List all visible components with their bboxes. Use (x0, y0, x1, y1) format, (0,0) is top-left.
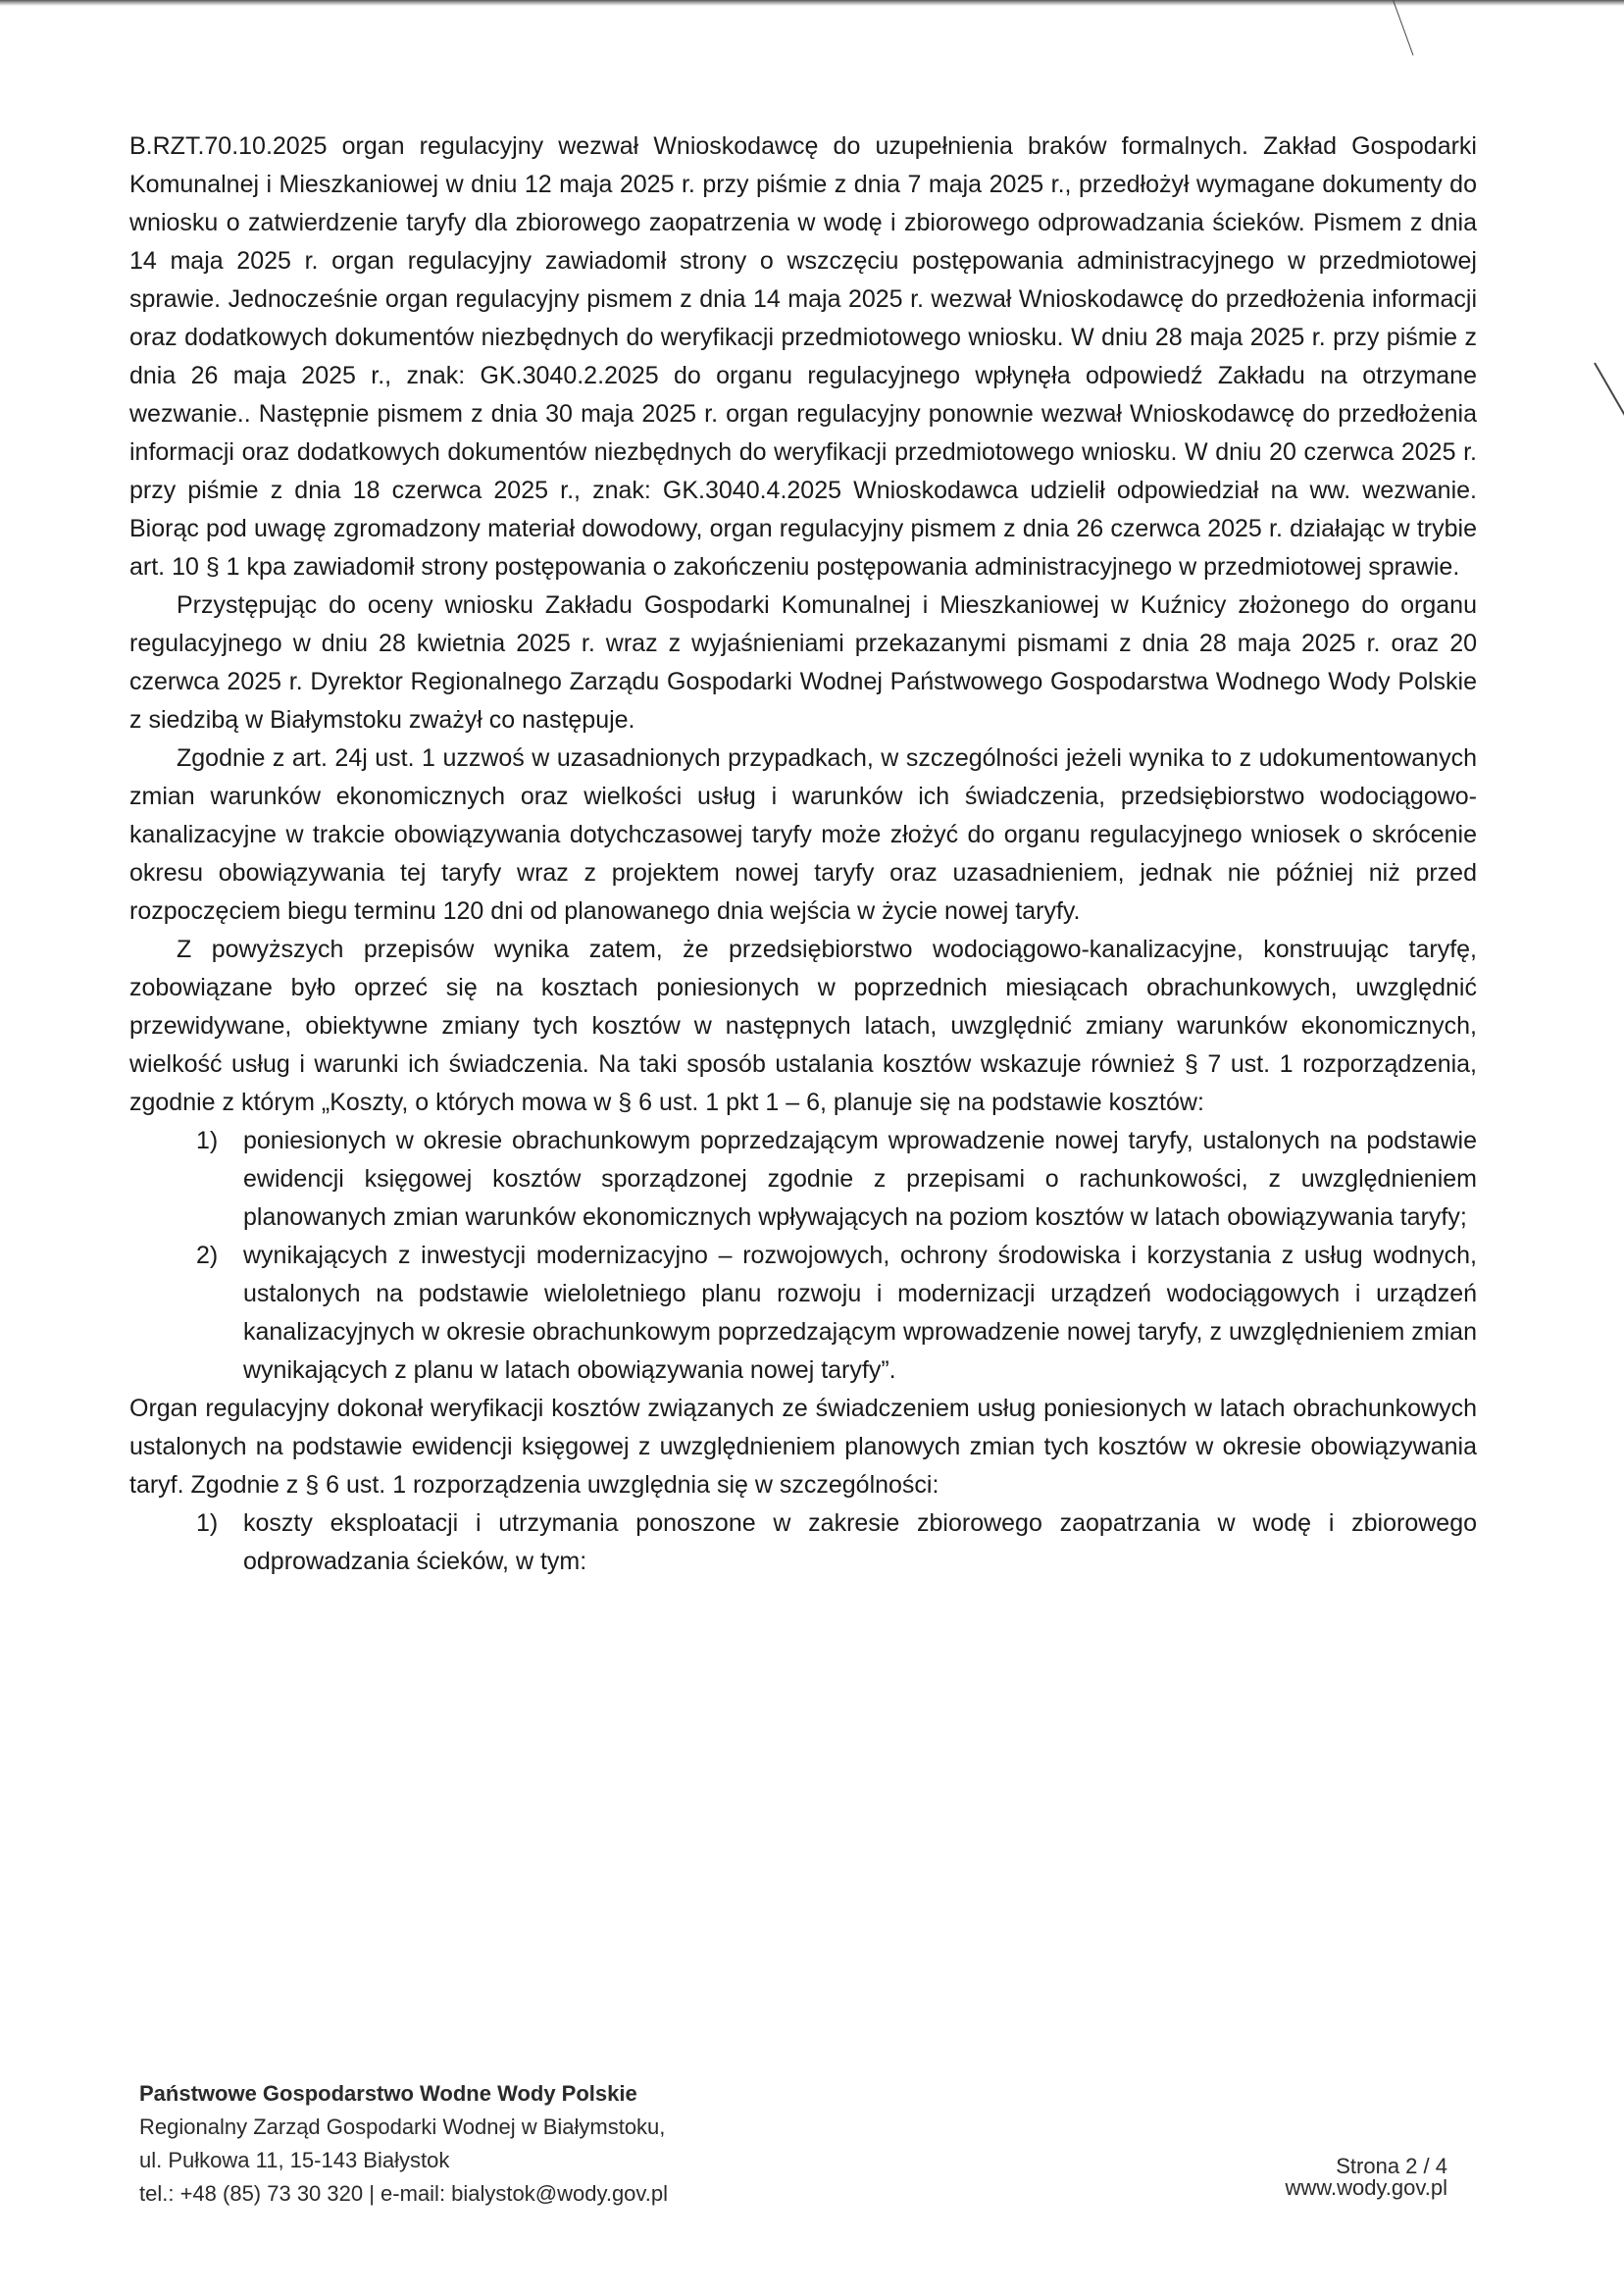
list-number: 1) (196, 1509, 219, 1537)
scan-artifact (1594, 363, 1624, 432)
numbered-list (129, 1122, 1477, 1390)
scan-edge (0, 0, 1624, 6)
list-number: 1) (196, 1127, 219, 1154)
list-item-text: wynikających z inwestycji modernizacyjno – rozwojowych, ochrony środowiska i korzystania z usług wodnych, ustalonych na podstawie wieloletniego planu rozwoju i modernizacji urządzeń wodociągowych i urządzeń kanalizacyjnych w okresie obrachunkowym poprzedzającym wprowadzenie nowej taryfy, z uwzględnieniem zmian wynikających z planu w latach obowiązywania nowej taryfy”. (243, 1242, 1477, 1384)
paragraph: Z powyższych przepisów wynika zatem, że przedsiębiorstwo wodociągowo-kanalizacyjne, konstruując taryfę, zobowiązane było oprzeć się na kosztach poniesionych w poprzednich miesiącach obrachunkowych, uwzględnić przewidywane, obiektywne zmiany tych kosztów w następnych latach, uwzględnić zmiany warunków ekonomicznych, wielkość usług i warunki ich świadczenia. Na taki sposób ustalania kosztów wskazuje również § 7 ust. 1 rozporządzenia, zgodnie z którym „Koszty, o których mowa w § 6 ust. 1 pkt 1 – 6, planuje się na podstawie kosztów: (129, 936, 1477, 1116)
page-number: Strona 2 / 4 (1336, 2154, 1447, 2178)
website-link[interactable]: www.wody.gov.pl (1285, 2175, 1447, 2200)
list-number: 2) (196, 1242, 219, 1269)
list-item (129, 1122, 1477, 1237)
footer-org: Państwowe Gospodarstwo Wodne Wody Polskie (139, 2081, 637, 2106)
list-item-text: poniesionych w okresie obrachunkowym poprzedzającym wprowadzenie nowej taryfy, ustalonych na podstawie ewidencji księgowej kosztów sporządzonej zgodnie z przepisami o rachunkowości, z uwzględnieniem planowanych zmian warunków ekonomicznych wpływających na poziom kosztów w latach obowiązywania taryfy; (243, 1127, 1477, 1231)
footer (139, 2077, 668, 2211)
paragraph: B.RZT.70.10.2025 organ regulacyjny wezwał Wnioskodawcę do uzupełnienia braków formalnych. Zakład Gospodarki Komunalnej i Mieszkaniowej w dniu 12 maja 2025 r. przy piśmie z dnia 7 maja 2025 r., przedłożył wymagane dokumenty do wniosku o zatwierdzenie taryfy dla zbiorowego zaopatrzenia w wodę i zbiorowego odprowadzania ścieków. Pismem z dnia 14 maja 2025 r. organ regulacyjny zawiadomił strony o wszczęciu postępowania administracyjnego w przedmiotowej sprawie. Jednocześnie organ regulacyjny pismem z dnia 14 maja 2025 r. wezwał Wnioskodawcę do przedłożenia informacji oraz dodatkowych dokumentów niezbędnych do weryfikacji przedmiotowego wniosku. W dniu 28 maja 2025 r. przy piśmie z dnia 26 maja 2025 r., znak: GK.3040.2.2025 do organu regulacyjnego wpłynęła odpowiedź Zakładu na otrzymane wezwanie.. Następnie pismem z dnia 30 maja 2025 r. organ regulacyjny ponownie wezwał Wnioskodawcę do przedłożenia informacji oraz dodatkowych dokumentów niezbędnych do weryfikacji przedmiotowego wniosku. W dniu 20 czerwca 2025 r. przy piśmie z dnia 18 czerwca 2025 r., znak: GK.3040.4.2025 Wnioskodawca udzielił odpowiedział na ww. wezwanie. Biorąc pod uwagę zgromadzony materiał dowodowy, organ regulacyjny pismem z dnia 26 czerwca 2025 r. działając w trybie art. 10 § 1 kpa zawiadomił strony postępowania o zakończeniu postępowania administracyjnego w przedmiotowej sprawie. (129, 132, 1477, 581)
paragraph: Organ regulacyjny dokonał weryfikacji kosztów związanych ze świadczeniem usług poniesionych w latach obrachunkowych ustalonych na podstawie ewidencji księgowej z uwzględnieniem planowych zmian tych kosztów w okresie obowiązywania taryf. Zgodnie z § 6 ust. 1 rozporządzenia uwzględnia się w szczególności: (129, 1395, 1477, 1499)
list-item-text: koszty eksploatacji i utrzymania ponoszone w zakresie zbiorowego zaopatrzania w wodę i zbiorowego odprowadzania ścieków, w tym: (243, 1509, 1477, 1575)
footer-line: Regionalny Zarząd Gospodarki Wodnej w Białymstoku, (139, 2115, 666, 2139)
footer-contact: tel.: +48 (85) 73 30 320 | e-mail: bialystok@wody.gov.pl (139, 2181, 669, 2206)
numbered-list (129, 1504, 1477, 1581)
footer-address: ul. Pułkowa 11, 15-143 Białystok (139, 2148, 450, 2172)
list-item (129, 1237, 1477, 1390)
paragraph: Zgodnie z art. 24j ust. 1 uzzwoś w uzasadnionych przypadkach, w szczególności jeżeli wynika to z udokumentowanych zmian warunków ekonomicznych oraz wielkości usług i warunków ich świadczenia, przedsiębiorstwo wodociągowo-kanalizacyjne w trakcie obowiązywania dotychczasowej taryfy może złożyć do organu regulacyjnego wniosek o skrócenie okresu obowiązywania tej taryfy wraz z projektem nowej taryfy oraz uzasadnieniem, jednak nie później niż przed rozpoczęciem biegu terminu 120 dni od planowanego dnia wejścia w życie nowej taryfy. (129, 744, 1477, 925)
paragraph: Przystępując do oceny wniosku Zakładu Gospodarki Komunalnej i Mieszkaniowej w Kuźnicy złożonego do organu regulacyjnego w dniu 28 kwietnia 2025 r. wraz z wyjaśnieniami przekazanymi pismami z dnia 28 maja 2025 r. oraz 20 czerwca 2025 r. Dyrektor Regionalnego Zarządu Gospodarki Wodnej Państwowego Gospodarstwa Wodnego Wody Polskie z siedzibą w Białymstoku zważył co następuje. (129, 591, 1477, 734)
list-item (129, 1504, 1477, 1581)
document-body (129, 127, 1477, 1581)
scan-artifact (1393, 0, 1413, 56)
